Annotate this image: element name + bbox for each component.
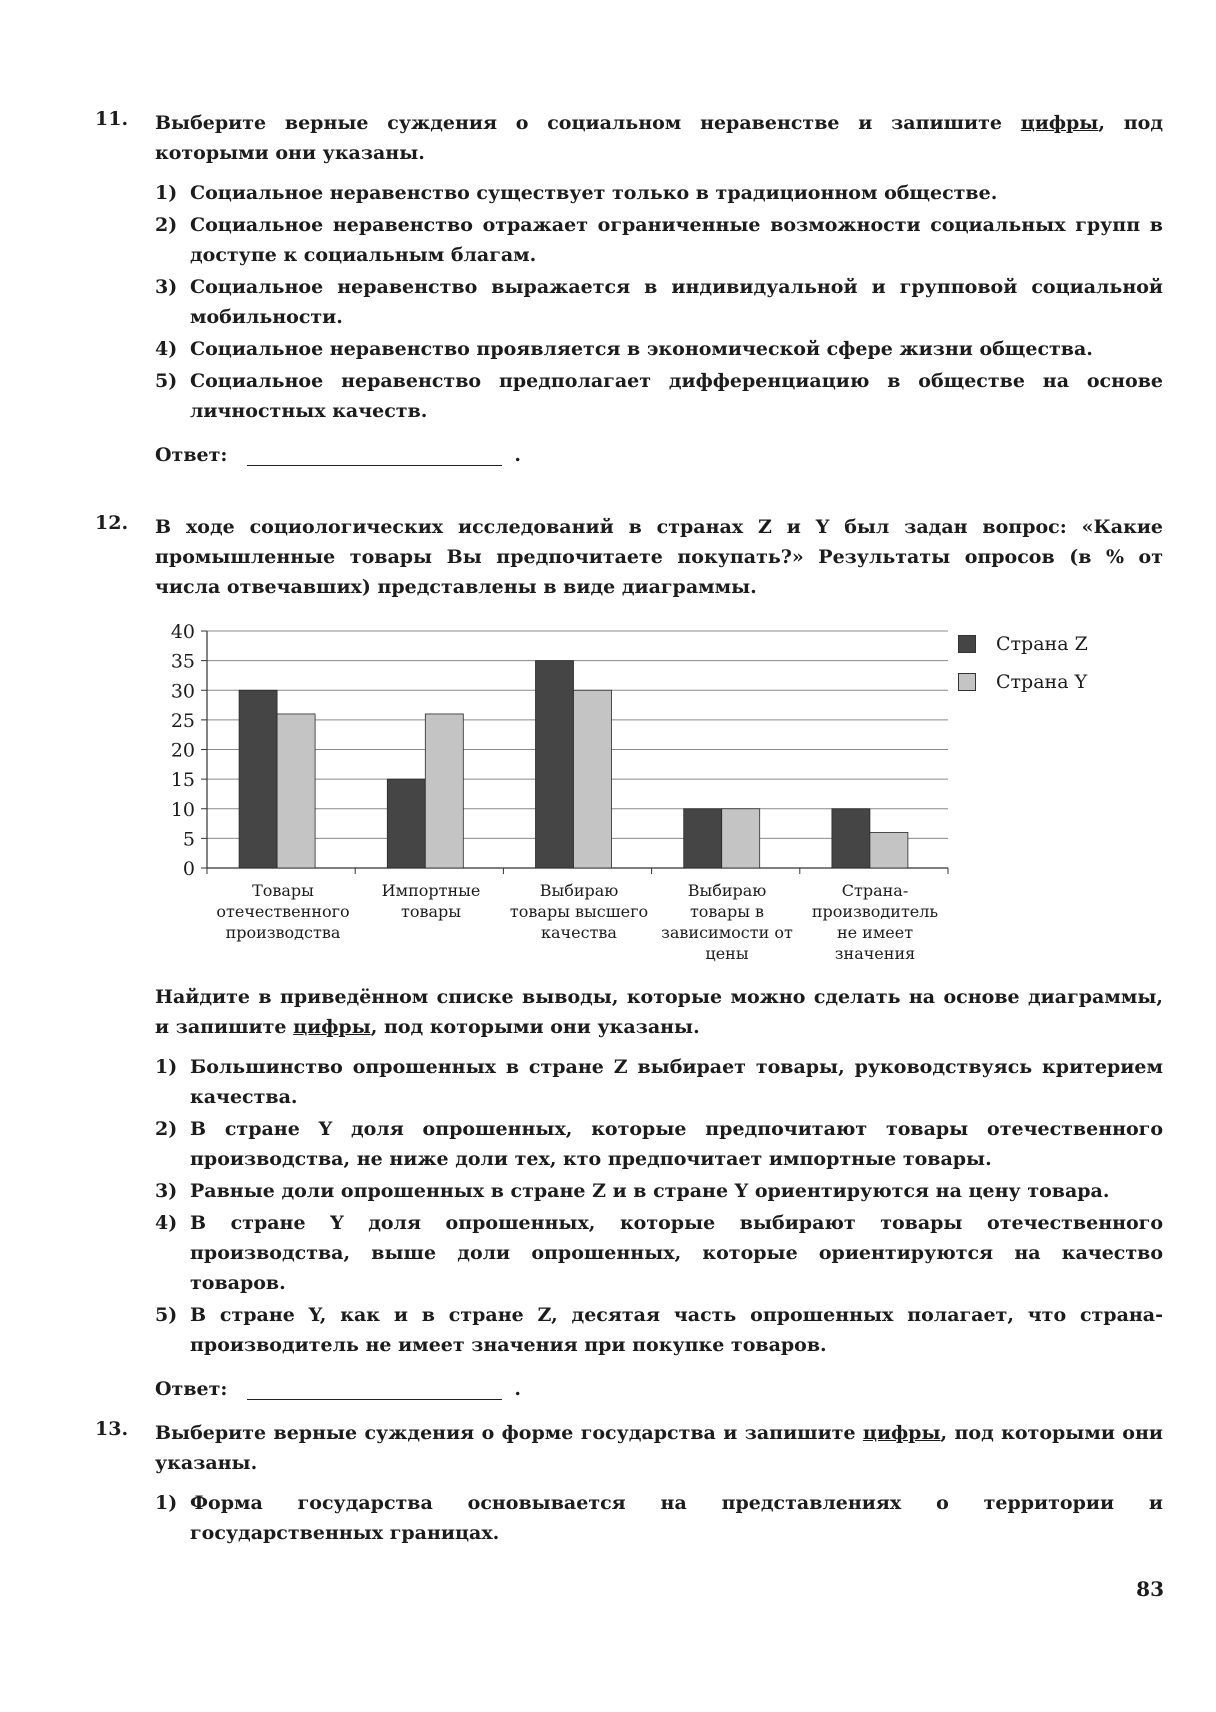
category-label-line: цены xyxy=(705,944,749,963)
option-item xyxy=(155,210,1163,270)
category-label xyxy=(795,880,955,964)
answer-label: Ответ: xyxy=(155,444,228,466)
legend-item-y xyxy=(958,663,1088,701)
option-text: Социальное неравенство выражается в индивидуальной и групповой социальной мобильности. xyxy=(190,276,1163,328)
option-number: 5) xyxy=(155,1304,178,1326)
answer-field[interactable] xyxy=(247,445,502,466)
question-text: В ходе социологических исследований в странах Z и Y был задан вопрос: «Какие промышленные товары Вы предпочитаете покупать?» Результаты опросов (в % от числа отвечавших) представлены в виде диаграммы. xyxy=(155,516,1163,598)
bar-z xyxy=(832,809,870,868)
question-12 xyxy=(95,512,1163,602)
task-text-part: Найдите в приведённом списке выводы, которые можно сделать на основе диаграммы, и запишите xyxy=(155,986,1163,1038)
question-text-part: , под которыми они указаны. xyxy=(155,1422,1163,1474)
category-label-line: товары в xyxy=(689,902,765,921)
option-text: Равные доли опрошенных в стране Z и в стране Y ориентируются на цену товара. xyxy=(190,1180,1110,1202)
question-text-part: , под которыми они указаны. xyxy=(155,112,1163,164)
option-item xyxy=(155,1208,1163,1298)
option-number: 4) xyxy=(155,1212,178,1234)
y-tick-label: 10 xyxy=(170,798,195,821)
underlined-word: цифры xyxy=(862,1422,941,1444)
option-text: В стране Y доля опрошенных, которые выбирают товары отечественного производства, выше доли опрошенных, которые ориентируются на качество товаров. xyxy=(190,1212,1163,1294)
bar-z xyxy=(684,809,722,868)
category-label-line: производства xyxy=(225,923,341,942)
option-number: 1) xyxy=(155,182,178,204)
legend-item-z xyxy=(958,625,1088,663)
option-text: Социальное неравенство отражает ограниченные возможности социальных групп в доступе к социальным благам. xyxy=(190,214,1163,266)
question-12-task xyxy=(95,982,1163,1400)
question-number: 12. xyxy=(95,512,129,534)
legend-label: Страна Z xyxy=(996,633,1088,655)
bar-y xyxy=(425,714,463,868)
option-number: 4) xyxy=(155,338,178,360)
option-text: Социальное неравенство предполагает дифференциацию в обществе на основе личностных качеств. xyxy=(190,370,1163,422)
category-label xyxy=(351,880,511,922)
page-number: 83 xyxy=(1136,1577,1164,1601)
underlined-word: цифры xyxy=(293,1016,371,1038)
underlined-word: цифры xyxy=(1020,112,1099,134)
answer-row xyxy=(155,1378,1163,1400)
question-text-part: Выберите верные суждения о форме государства и запишите xyxy=(155,1422,863,1444)
option-number: 2) xyxy=(155,1118,178,1140)
option-item xyxy=(155,1114,1163,1174)
answer-label: Ответ: xyxy=(155,1378,228,1400)
bar-y xyxy=(277,714,315,868)
category-label-line: товары высшего xyxy=(509,902,649,921)
option-text: Социальное неравенство существует только в традиционном обществе. xyxy=(190,182,998,204)
bar-y xyxy=(722,809,760,868)
category-label-line: товары xyxy=(400,902,461,921)
y-tick-label: 15 xyxy=(170,769,195,792)
category-label xyxy=(647,880,807,964)
y-tick-label: 5 xyxy=(182,828,195,851)
category-label-line: зависимости от xyxy=(661,923,793,942)
question-text xyxy=(155,108,1163,168)
category-label-line: Товары xyxy=(252,881,314,900)
question-13 xyxy=(95,1418,1163,1550)
option-item xyxy=(155,178,1163,208)
category-label-line: отечественного xyxy=(216,902,350,921)
task-text xyxy=(155,982,1163,1042)
question-text-part: Выберите верные суждения о социальном неравенстве и запишите xyxy=(155,112,1021,134)
y-tick-label: 40 xyxy=(170,621,195,643)
question-text xyxy=(155,1418,1163,1478)
option-list xyxy=(155,1052,1163,1360)
chart-legend xyxy=(958,625,1088,701)
y-tick-label: 20 xyxy=(170,739,195,762)
task-text-part: , под которыми они указаны. xyxy=(370,1016,700,1038)
legend-swatch-z xyxy=(958,635,976,653)
question-11 xyxy=(95,108,1163,466)
option-number: 1) xyxy=(155,1056,178,1078)
option-number: 5) xyxy=(155,370,178,392)
answer-dot: . xyxy=(514,444,522,466)
option-number: 3) xyxy=(155,276,178,298)
option-item xyxy=(155,1052,1163,1112)
category-label-line: Страна- xyxy=(841,881,909,900)
bar-z xyxy=(536,661,574,868)
bar-y xyxy=(870,832,908,868)
option-text: Социальное неравенство проявляется в экономической сфере жизни общества. xyxy=(190,338,1093,360)
option-item xyxy=(155,366,1163,426)
option-item xyxy=(155,334,1163,364)
option-item xyxy=(155,272,1163,332)
question-number: 13. xyxy=(95,1418,129,1440)
option-text: В стране Y, как и в стране Z, десятая часть опрошенных полагает, что страна-производитель не имеет значения при покупке товаров. xyxy=(190,1304,1163,1356)
category-label-line: Выбираю xyxy=(539,881,619,900)
answer-field[interactable] xyxy=(247,1379,502,1400)
y-tick-label: 30 xyxy=(170,680,195,703)
option-list xyxy=(155,1488,1163,1548)
bar-z xyxy=(387,779,425,868)
answer-dot: . xyxy=(514,1378,522,1400)
y-tick-label: 35 xyxy=(170,650,195,673)
category-label-line: Выбираю xyxy=(687,881,767,900)
category-label-line: производитель xyxy=(811,902,939,921)
category-label-line: Импортные xyxy=(381,881,481,900)
category-label-line: не имеет xyxy=(836,923,914,942)
bar-y xyxy=(574,690,612,868)
option-text: Большинство опрошенных в стране Z выбирает товары, руководствуясь критерием качества. xyxy=(190,1056,1163,1108)
category-label xyxy=(499,880,659,943)
option-number: 2) xyxy=(155,214,178,236)
option-item xyxy=(155,1176,1163,1206)
option-list xyxy=(155,178,1163,426)
category-label xyxy=(203,880,363,943)
option-item xyxy=(155,1300,1163,1360)
bar-z xyxy=(239,690,277,868)
y-tick-label: 0 xyxy=(182,858,195,880)
question-number: 11. xyxy=(95,108,129,130)
option-text: В стране Y доля опрошенных, которые предпочитают товары отечественного производства, не ниже доли тех, кто предпочитает импортные товары. xyxy=(190,1118,1163,1170)
category-labels xyxy=(150,880,1110,970)
option-item xyxy=(155,1488,1163,1548)
category-label-line: значения xyxy=(834,944,916,963)
option-text: Форма государства основывается на представлениях о территории и государственных границах. xyxy=(190,1492,1163,1544)
legend-swatch-y xyxy=(958,673,976,691)
bar-chart xyxy=(150,615,1110,975)
category-label-line: качества xyxy=(541,923,617,942)
legend-label: Страна Y xyxy=(996,671,1088,693)
option-number: 1) xyxy=(155,1492,178,1514)
option-number: 3) xyxy=(155,1180,178,1202)
y-tick-label: 25 xyxy=(170,709,195,732)
answer-row xyxy=(155,444,1163,466)
